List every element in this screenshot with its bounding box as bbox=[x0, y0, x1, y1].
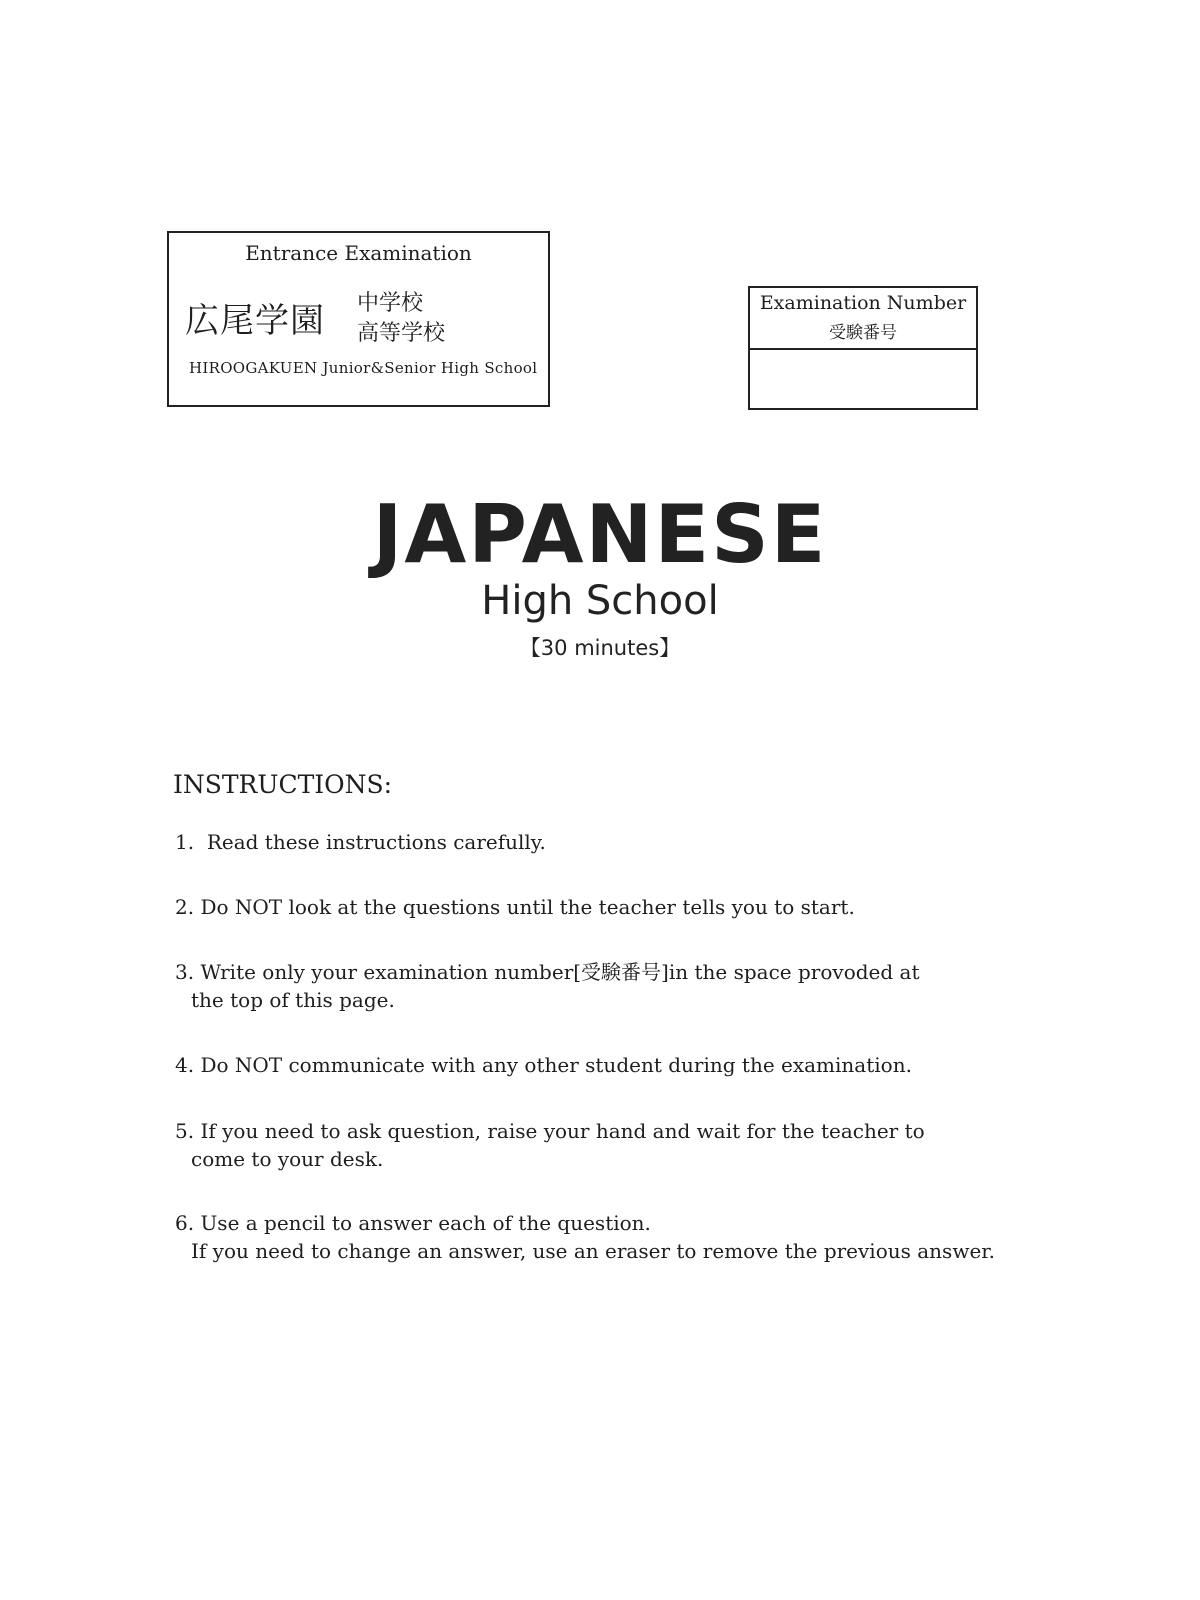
instruction-text: Do NOT communicate with any other student during the examination. bbox=[200, 1053, 912, 1077]
school-name-jp-sub bbox=[357, 289, 445, 349]
instructions-heading: INSTRUCTIONS: bbox=[173, 770, 393, 799]
instruction-text-continued: the top of this page. bbox=[191, 988, 395, 1012]
instruction-number: 3. bbox=[175, 960, 195, 984]
instruction-text: If you need to ask question, raise your hand and wait for the teacher to bbox=[200, 1119, 925, 1143]
instruction-item bbox=[175, 958, 920, 1014]
examination-number-box bbox=[748, 286, 978, 410]
school-name-en: HIROOGAKUEN Junior&Senior High School bbox=[189, 359, 538, 377]
instruction-item bbox=[175, 1117, 925, 1173]
school-info-box bbox=[167, 231, 550, 407]
entrance-examination-label: Entrance Examination bbox=[245, 241, 472, 265]
instruction-text: Write only your examination number[受験番号]in the space provoded at bbox=[200, 960, 920, 984]
instruction-text-continued: come to your desk. bbox=[191, 1147, 384, 1171]
instruction-item bbox=[175, 1209, 995, 1265]
school-level-subtitle: High School bbox=[481, 578, 719, 624]
instruction-number: 5. bbox=[175, 1119, 195, 1143]
examination-number-field[interactable] bbox=[750, 350, 976, 410]
instruction-text: Use a pencil to answer each of the question. bbox=[200, 1211, 651, 1235]
instruction-number: 4. bbox=[175, 1053, 195, 1077]
instruction-number: 1. bbox=[175, 830, 195, 854]
instruction-item bbox=[175, 1051, 912, 1079]
instruction-number: 2. bbox=[175, 895, 195, 919]
instruction-text-continued: If you need to change an answer, use an eraser to remove the previous answer. bbox=[191, 1239, 995, 1263]
school-level-junior: 中学校 bbox=[357, 291, 424, 316]
examination-number-label-area bbox=[750, 288, 976, 350]
school-level-senior: 高等学校 bbox=[357, 321, 446, 346]
examination-number-label: Examination Number bbox=[759, 292, 967, 314]
instruction-text: Do NOT look at the questions until the teacher tells you to start. bbox=[200, 895, 855, 919]
instruction-item bbox=[175, 893, 855, 921]
examination-number-label-jp: 受験番号 bbox=[829, 323, 897, 343]
school-name-jp: 広尾学園 bbox=[185, 301, 325, 341]
instruction-text: Read these instructions carefully. bbox=[206, 830, 546, 854]
instruction-number: 6. bbox=[175, 1211, 195, 1235]
exam-duration: 【30 minutes】 bbox=[519, 636, 681, 660]
subject-title: JAPANESE bbox=[372, 488, 828, 581]
instruction-item bbox=[175, 828, 546, 856]
